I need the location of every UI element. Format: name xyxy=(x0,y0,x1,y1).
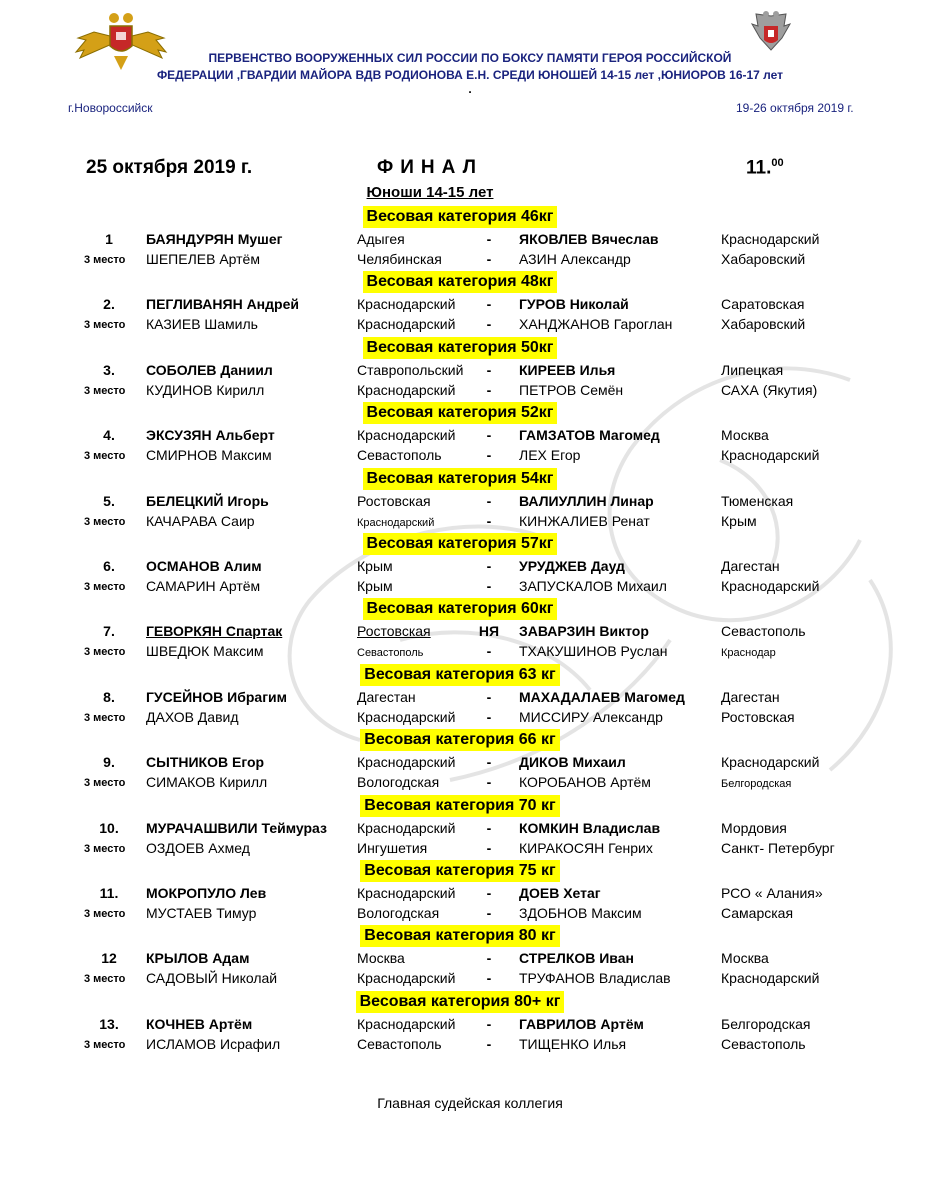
title-line-1: ПЕРВЕНСТВО ВООРУЖЕННЫХ СИЛ РОССИИ ПО БОКСУ ПАМЯТИ ГЕРОЯ РОССИЙСКОЙ xyxy=(208,51,732,65)
finalist-blue-corner: ЗАВАРЗИН Виктор xyxy=(519,623,649,640)
finalist-red-region: Краснодарский xyxy=(357,296,456,313)
weight-category-heading xyxy=(300,664,620,686)
finalist-red-region: Москва xyxy=(357,950,405,967)
bout-date: 25 октября 2019 г. xyxy=(86,157,253,178)
third-place-label: 3 место xyxy=(84,515,126,528)
bout-number: 12 xyxy=(101,950,117,967)
third-place-fighter-1: МУСТАЕВ Тимур xyxy=(146,905,257,921)
third-place-region-1: Севастополь xyxy=(357,647,424,660)
finalist-red-region: Краснодарский xyxy=(357,885,456,901)
weight-category-label: Весовая категория 80+ кг xyxy=(356,991,565,1013)
finalist-blue-corner: КИРЕЕВ Илья xyxy=(519,361,616,378)
finalist-red-region: Краснодарский xyxy=(357,819,456,836)
weight-category-heading xyxy=(300,271,620,293)
third-place-fighter-1: САДОВЫЙ Николай xyxy=(146,970,278,987)
third-place-fighter-2: КИНЖАЛИЕВ Ренат xyxy=(519,512,650,529)
third-place-separator: - xyxy=(486,643,492,660)
weight-category-label: Весовая категория 57кг xyxy=(363,533,558,555)
third-place-fighter-1: ОЗДОЕВ Ахмед xyxy=(146,839,250,856)
third-place-fighter-2: ЛЕХ Егор xyxy=(519,447,581,464)
third-place-region-2: Белгородская xyxy=(721,778,792,791)
third-place-region-1: Краснодарский xyxy=(357,516,435,529)
championship-title xyxy=(150,50,790,94)
third-place-region-1: Вологодская xyxy=(357,905,440,921)
weight-category-heading xyxy=(300,206,620,228)
third-place-label: 3 место xyxy=(84,908,126,920)
third-place-fighter-2: КОРОБАНОВ Артём xyxy=(519,774,651,791)
finalist-red-region: Адыгея xyxy=(357,231,405,247)
finalist-red-corner: МУРАЧАШВИЛИ Теймураз xyxy=(146,819,327,836)
bout-separator: - xyxy=(486,1015,492,1032)
third-place-region-2: Хабаровский xyxy=(721,251,806,267)
finalist-red-corner: ЭКСУЗЯН Альберт xyxy=(146,427,275,444)
finalist-red-corner: ГУСЕЙНОВ Ибрагим xyxy=(146,688,287,705)
finalist-red-corner: БЕЛЕЦКИЙ Игорь xyxy=(146,492,269,509)
third-place-separator: - xyxy=(486,905,492,921)
third-place-fighter-2: ТИЩЕНКО Илья xyxy=(519,1035,627,1052)
finalist-red-corner: ГЕВОРКЯН Спартак xyxy=(146,623,283,640)
third-place-fighter-2: ЗДОБНОВ Максим xyxy=(519,905,642,921)
start-time-hour: 11. xyxy=(746,157,772,179)
third-place-label: 3 место xyxy=(84,450,126,463)
bout-separator: - xyxy=(486,754,492,771)
third-place-label: 3 место xyxy=(84,1038,126,1051)
bout-number: 10. xyxy=(99,819,119,836)
bout-separator: - xyxy=(486,296,492,313)
finalist-red-corner: КРЫЛОВ Адам xyxy=(146,950,250,967)
finalist-blue-region: Мордовия xyxy=(721,819,787,836)
third-place-fighter-1: ШВЕДЮК Максим xyxy=(146,643,264,660)
bout-separator: - xyxy=(486,885,492,901)
finalist-blue-region: РСО « Алания» xyxy=(721,885,823,901)
finalist-blue-corner: ГУРОВ Николай xyxy=(519,296,629,313)
bout-number: 4. xyxy=(103,427,115,444)
finalist-red-region: Краснодарский xyxy=(357,1015,456,1032)
third-place-region-2: Самарская xyxy=(721,905,794,921)
title-dot: . xyxy=(468,82,472,96)
finalist-red-region: Дагестан xyxy=(357,688,416,705)
third-place-fighter-2: АЗИН Александр xyxy=(519,251,631,267)
third-place-fighter-2: ТХАКУШИНОВ Руслан xyxy=(519,643,668,660)
third-place-fighter-1: КУДИНОВ Кирилл xyxy=(146,381,265,398)
finalist-red-corner: КОЧНЕВ Артём xyxy=(146,1015,253,1032)
third-place-region-2: Севастополь xyxy=(721,1035,806,1052)
weight-category-label: Весовая категория 63 кг xyxy=(360,664,559,686)
finalist-blue-corner: УРУДЖЕВ Дауд xyxy=(519,558,625,574)
finalist-blue-region: Москва xyxy=(721,427,769,444)
third-place-label: 3 место xyxy=(84,646,126,659)
third-place-region-2: Краснодарский xyxy=(721,447,820,464)
third-place-fighter-2: ПЕТРОВ Семён xyxy=(519,381,624,398)
weight-category-heading xyxy=(300,729,620,751)
bout-separator: - xyxy=(486,427,492,444)
finalist-blue-corner: ГАВРИЛОВ Артём xyxy=(519,1015,644,1032)
finalist-red-corner: СОБОЛЕВ Даниил xyxy=(146,361,273,378)
third-place-region-2: Хабаровский xyxy=(721,316,806,333)
bout-number: 11. xyxy=(99,885,119,901)
finalist-red-corner: ОСМАНОВ Алим xyxy=(146,558,262,574)
finalist-blue-corner: МАХАДАЛАЕВ Магомед xyxy=(519,688,685,705)
third-place-region-2: Краснодарский xyxy=(721,970,820,987)
finalist-blue-corner: ДОЕВ Хетаг xyxy=(519,885,601,901)
third-place-region-2: Краснодар xyxy=(721,647,776,660)
finalist-blue-region: Дагестан xyxy=(721,558,780,574)
finalist-blue-region: Липецкая xyxy=(721,361,784,378)
third-place-separator: - xyxy=(486,447,492,464)
weight-category-label: Весовая категория 60кг xyxy=(363,598,558,620)
third-place-fighter-2: МИССИРУ Александр xyxy=(519,708,663,725)
third-place-label: 3 место xyxy=(84,254,126,266)
third-place-region-1: Краснодарский xyxy=(357,970,456,987)
bout-number: 6. xyxy=(103,558,115,574)
bout-separator: - xyxy=(486,819,492,836)
third-place-fighter-1: СИМАКОВ Кирилл xyxy=(146,774,268,791)
bout-number: 5. xyxy=(103,492,115,509)
third-place-fighter-1: ИСЛАМОВ Исрафил xyxy=(146,1035,281,1052)
weight-category-label: Весовая категория 70 кг xyxy=(360,795,559,817)
bout-separator: - xyxy=(486,688,492,705)
third-place-fighter-2: ЗАПУСКАЛОВ Михаил xyxy=(519,578,667,594)
bout-separator: НЯ xyxy=(478,623,500,640)
third-place-label: 3 место xyxy=(84,711,126,724)
weight-category-label: Весовая категория 46кг xyxy=(363,206,558,228)
finalist-blue-corner: ВАЛИУЛЛИН Линар xyxy=(519,492,654,509)
third-place-fighter-1: ШЕПЕЛЕВ Артём xyxy=(146,251,260,267)
third-place-region-2: Ростовская xyxy=(721,708,795,725)
weight-category-label: Весовая категория 80 кг xyxy=(360,925,559,947)
third-place-label: 3 место xyxy=(84,581,126,593)
finalist-blue-corner: ДИКОВ Михаил xyxy=(519,754,626,771)
bout-number: 1 xyxy=(105,231,113,247)
finalist-blue-region: Севастополь xyxy=(721,623,806,640)
weight-category-heading xyxy=(300,925,620,947)
finalist-blue-region: Москва xyxy=(721,950,769,967)
weight-category-heading xyxy=(300,860,620,882)
bout-number: 3. xyxy=(103,361,115,378)
weight-category-heading xyxy=(300,337,620,359)
third-place-separator: - xyxy=(486,251,492,267)
third-place-region-2: САХА (Якутия) xyxy=(721,381,818,398)
third-place-fighter-2: ХАНДЖАНОВ Гароглан xyxy=(519,316,673,333)
third-place-region-2: Крым xyxy=(721,512,757,529)
third-place-fighter-2: ТРУФАНОВ Владислав xyxy=(519,970,671,987)
third-place-separator: - xyxy=(486,708,492,725)
finalist-red-region: Краснодарский xyxy=(357,427,456,444)
finalist-blue-region: Дагестан xyxy=(721,688,780,705)
third-place-region-1: Крым xyxy=(357,578,393,594)
finalist-blue-corner: СТРЕЛКОВ Иван xyxy=(519,950,634,967)
third-place-label: 3 место xyxy=(84,777,126,790)
finalist-red-region: Ростовская xyxy=(357,623,431,640)
finalist-blue-region: Краснодарский xyxy=(721,231,820,247)
weight-category-heading xyxy=(300,598,620,620)
third-place-label: 3 место xyxy=(84,973,126,986)
third-place-label: 3 место xyxy=(84,319,126,332)
weight-category-heading xyxy=(300,468,620,490)
finalist-red-corner: СЫТНИКОВ Егор xyxy=(146,754,265,771)
weight-category-heading xyxy=(300,795,620,817)
third-place-separator: - xyxy=(486,578,492,594)
weight-category-heading xyxy=(300,991,620,1013)
third-place-region-1: Челябинская xyxy=(357,251,442,267)
weight-category-label: Весовая категория 52кг xyxy=(363,402,558,424)
weight-category-heading xyxy=(300,402,620,424)
title-line-2: ФЕДЕРАЦИИ ,ГВАРДИИ МАЙОРА ВДВ РОДИОНОВА Е.Н. СРЕДИ ЮНОШЕЙ 14-15 лет ,ЮНИОРОВ 16-17 лет xyxy=(156,68,784,82)
third-place-region-1: Севастополь xyxy=(357,1035,442,1052)
finalist-blue-region: Краснодарский xyxy=(721,754,820,771)
finalist-red-region: Ставропольский xyxy=(357,361,464,378)
finalist-red-corner: БАЯНДУРЯН Мушег xyxy=(146,231,283,247)
weight-category-label: Весовая категория 54кг xyxy=(363,468,558,490)
third-place-region-1: Краснодарский xyxy=(357,708,456,725)
third-place-separator: - xyxy=(486,970,492,987)
third-place-separator: - xyxy=(486,512,492,529)
finalist-red-region: Крым xyxy=(357,558,393,574)
bout-separator: - xyxy=(486,231,492,247)
event-dates: 19-26 октября 2019 г. xyxy=(736,101,854,115)
weight-category-label: Весовая категория 66 кг xyxy=(360,729,559,751)
third-place-region-1: Краснодарский xyxy=(357,316,456,333)
third-place-region-1: Севастополь xyxy=(357,447,442,464)
bout-number: 2. xyxy=(103,296,115,313)
third-place-separator: - xyxy=(486,774,492,791)
city-label: г.Новороссийск xyxy=(68,101,153,115)
finalist-blue-corner: ГАМЗАТОВ Магомед xyxy=(519,427,660,444)
chief-judges-signature-line: Главная судейская коллегия xyxy=(377,1095,563,1111)
third-place-label: 3 место xyxy=(84,384,126,397)
start-time xyxy=(746,157,784,179)
age-group-title: Юноши 14-15 лет xyxy=(366,184,494,201)
weight-category-label: Весовая категория 48кг xyxy=(363,271,558,293)
finalist-red-corner: МОКРОПУЛО Лев xyxy=(146,885,267,901)
weight-category-label: Весовая категория 50кг xyxy=(363,337,558,359)
bout-number: 9. xyxy=(103,754,115,771)
third-place-fighter-1: КАЗИЕВ Шамиль xyxy=(146,316,258,333)
bout-separator: - xyxy=(486,950,492,967)
weight-category-label: Весовая категория 75 кг xyxy=(360,860,559,882)
bout-number: 8. xyxy=(103,688,115,705)
third-place-separator: - xyxy=(486,316,492,333)
finalist-red-corner: ПЕГЛИВАНЯН Андрей xyxy=(146,296,299,313)
third-place-region-1: Вологодская xyxy=(357,774,440,791)
bout-separator: - xyxy=(486,492,492,509)
finalist-blue-region: Тюменская xyxy=(721,492,794,509)
bout-separator: - xyxy=(486,361,492,378)
finalist-blue-region: Саратовская xyxy=(721,296,805,313)
third-place-fighter-1: СМИРНОВ Максим xyxy=(146,447,272,464)
weight-category-heading xyxy=(300,533,620,555)
third-place-region-1: Краснодарский xyxy=(357,381,456,398)
bout-number: 13. xyxy=(99,1015,119,1032)
third-place-region-2: Краснодарский xyxy=(721,578,820,594)
finalist-blue-region: Белгородская xyxy=(721,1015,811,1032)
finalist-blue-corner: ЯКОВЛЕВ Вячеслав xyxy=(519,231,659,247)
third-place-fighter-1: ДАХОВ Давид xyxy=(146,708,239,725)
third-place-region-2: Санкт- Петербург xyxy=(721,839,835,856)
start-time-minutes: 00 xyxy=(771,157,784,169)
finalist-red-region: Ростовская xyxy=(357,492,431,509)
third-place-fighter-1: КАЧАРАВА Саир xyxy=(146,512,255,529)
bout-separator: - xyxy=(486,558,492,574)
bout-number: 7. xyxy=(103,623,115,640)
third-place-fighter-1: САМАРИН Артём xyxy=(146,578,261,594)
third-place-fighter-2: КИРАКОСЯН Генрих xyxy=(519,839,653,856)
finalist-red-region: Краснодарский xyxy=(357,754,456,771)
third-place-region-1: Ингушетия xyxy=(357,839,428,856)
finalist-blue-corner: КОМКИН Владислав xyxy=(519,819,661,836)
third-place-separator: - xyxy=(486,839,492,856)
third-place-separator: - xyxy=(486,1035,492,1052)
final-title: ФИНАЛ xyxy=(377,157,483,178)
third-place-separator: - xyxy=(486,381,492,398)
third-place-label: 3 место xyxy=(84,842,126,855)
